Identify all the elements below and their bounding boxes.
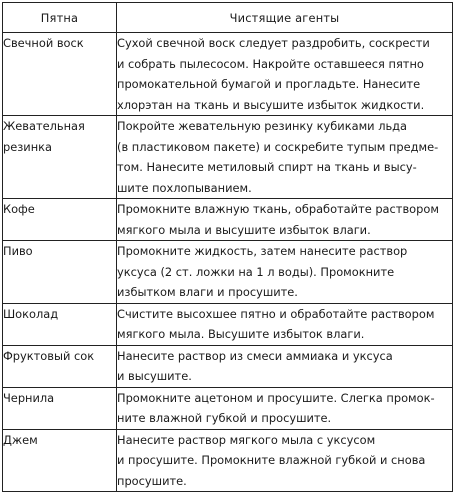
header-cleaning-agents: Чистящие агенты — [117, 3, 453, 33]
agent-cell — [117, 241, 453, 304]
stain-name: Свечной воск — [3, 36, 84, 50]
stain-name: Жевательная — [3, 119, 85, 133]
agent-text-line: мягкого мыла и высушите избыток влаги. — [117, 222, 371, 237]
stain-cell — [3, 33, 117, 116]
agent-text-line: и просушите. Промокните влажной губкой и снова — [117, 453, 426, 467]
agent-text-line: Нанесите раствор мягкого мыла с уксусом — [117, 432, 376, 447]
agent-text-line: Покройте жевательную резинку кубиками льда — [117, 119, 408, 133]
agent-text-line: уксуса (2 ст. ложки на 1 л воды). Промокните — [117, 264, 395, 279]
agent-text-line: просушите. — [117, 473, 187, 488]
agent-text-line: Промокните ацетоном и просушите. Слегка промок- — [117, 390, 435, 405]
agent-cell — [117, 199, 453, 241]
stain-cell — [3, 429, 117, 492]
stain-cell — [3, 345, 117, 387]
stain-name: Фруктовый сок — [3, 348, 95, 363]
agent-text-line: и собрать пылесосом. Накройте оставшееся пятно — [117, 56, 424, 71]
agent-text-line: и высушите. — [117, 369, 192, 383]
stain-name: Кофе — [3, 202, 35, 216]
table-row — [3, 345, 453, 387]
table-row — [3, 33, 453, 116]
table-header-row — [3, 3, 453, 33]
table-row — [3, 303, 453, 345]
table-row — [3, 241, 453, 304]
stain-cell — [3, 241, 117, 304]
agent-text-line: Промокните влажную ткань, обработайте раствором — [117, 202, 439, 216]
stain-name: Шоколад — [3, 306, 59, 321]
agent-cell — [117, 303, 453, 345]
table-row — [3, 116, 453, 199]
stain-name: Джем — [3, 432, 38, 447]
agent-text-line: хлорэтан на ткань и высушите избыток жидкости. — [117, 97, 425, 112]
agent-text-line: избытком влаги и просушите. — [117, 285, 298, 299]
stain-name: Пиво — [3, 244, 33, 258]
agent-cell — [117, 116, 453, 199]
table-row — [3, 429, 453, 492]
agent-text-line: промокательной бумагой и прогладьте. Нанесите — [117, 77, 421, 91]
agent-text-line: Нанесите раствор из смеси аммиака и уксуса — [117, 348, 393, 363]
agent-text-line: шите похлопыванием. — [117, 180, 252, 195]
agent-text-line: ните влажной губкой и просушите. — [117, 411, 332, 425]
agent-cell — [117, 429, 453, 492]
table-row — [3, 199, 453, 241]
agent-text-line: Промокните жидкость, затем нанесите раствор — [117, 244, 408, 258]
agent-text-line: Счистите высохшее пятно и обработайте раствором — [117, 306, 435, 321]
stain-name: Чернила — [3, 390, 55, 405]
table-row — [3, 387, 453, 429]
stain-cell — [3, 387, 117, 429]
stain-cleaning-table — [2, 2, 453, 492]
agent-cell — [117, 33, 453, 116]
stain-cell — [3, 116, 117, 199]
agent-text-line: (в пластиковом пакете) и соскребите тупым предме- — [117, 139, 439, 154]
agent-text-line: мягкого мыла. Высушите избыток влаги. — [117, 327, 365, 341]
stain-cell — [3, 303, 117, 345]
stain-name: резинка — [3, 139, 53, 154]
agent-cell — [117, 345, 453, 387]
header-stains: Пятна — [3, 3, 117, 33]
agent-text-line: Сухой свечной воск следует раздробить, соскрести — [117, 36, 430, 50]
stain-cell — [3, 199, 117, 241]
agent-cell — [117, 387, 453, 429]
agent-text-line: том. Нанесите метиловый спирт на ткань и высу- — [117, 160, 417, 174]
